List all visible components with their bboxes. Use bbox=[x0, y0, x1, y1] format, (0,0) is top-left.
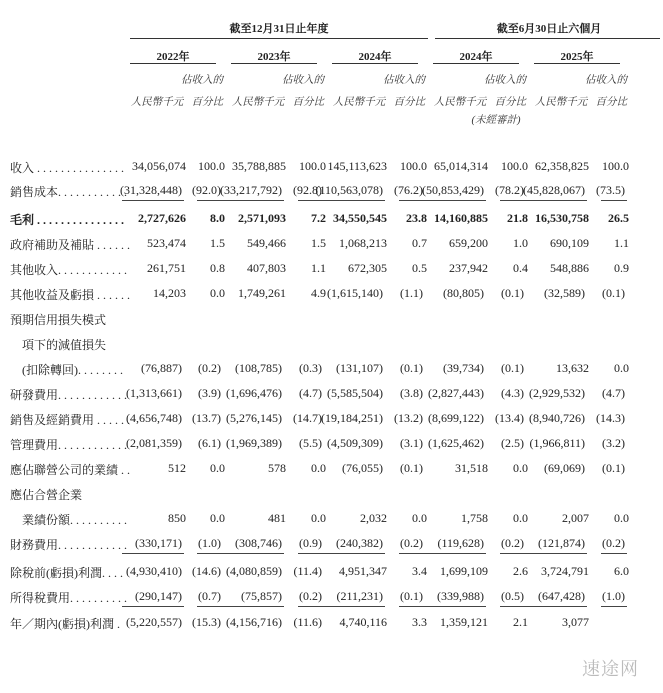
amount-cell: (211,231) bbox=[336, 589, 383, 603]
pct-header-line1: 佔收入的 bbox=[484, 75, 526, 86]
pct-header-line2: 百分比 bbox=[292, 97, 324, 108]
pct-cell: 21.8 bbox=[507, 211, 528, 225]
amount-cell: 481 bbox=[268, 511, 286, 525]
pct-cell: 0.4 bbox=[513, 261, 528, 275]
amount-cell: 3,724,791 bbox=[541, 564, 589, 578]
row-label: 應佔聯營公司的業績 . . bbox=[10, 463, 131, 477]
pct-cell: 2.1 bbox=[513, 615, 528, 629]
pct-cell: 0.0 bbox=[311, 511, 326, 525]
table-row bbox=[0, 409, 663, 429]
pct-cell: (0.1) bbox=[400, 461, 423, 475]
pct-cell: (0.2) bbox=[602, 536, 625, 550]
subtotal-underline bbox=[197, 606, 223, 607]
unit-header: 人民幣千元 bbox=[231, 97, 285, 108]
pct-cell: (0.7) bbox=[198, 589, 221, 603]
pct-cell: (0.2) bbox=[198, 361, 221, 375]
amount-cell: (4,656,748) bbox=[126, 411, 182, 425]
amount-cell: (131,107) bbox=[336, 361, 383, 375]
amount-cell: 1,749,261 bbox=[238, 286, 286, 300]
amount-cell: 2,032 bbox=[360, 511, 387, 525]
pct-cell: (0.1) bbox=[400, 589, 423, 603]
amount-cell: (308,746) bbox=[235, 536, 282, 550]
amount-cell: 1,699,109 bbox=[440, 564, 488, 578]
pct-cell: 26.5 bbox=[608, 211, 629, 225]
pct-cell: 0.0 bbox=[311, 461, 326, 475]
pct-cell: 2.6 bbox=[513, 564, 528, 578]
amount-cell: (339,988) bbox=[437, 589, 484, 603]
amount-cell: 578 bbox=[268, 461, 286, 475]
table-row bbox=[0, 334, 663, 354]
table-row bbox=[0, 234, 663, 254]
amount-cell: (1,696,476) bbox=[226, 386, 282, 400]
table-row bbox=[0, 534, 663, 554]
pct-cell: (13.4) bbox=[495, 411, 524, 425]
amount-cell: (45,828,067) bbox=[523, 183, 585, 197]
amount-cell: 2,571,093 bbox=[238, 211, 286, 225]
pct-cell: (1.0) bbox=[198, 536, 221, 550]
subtotal-underline bbox=[500, 200, 526, 201]
amount-cell: 549,466 bbox=[247, 236, 286, 250]
pct-cell: (0.1) bbox=[602, 461, 625, 475]
amount-cell: (80,805) bbox=[443, 286, 484, 300]
subtotal-underline bbox=[399, 553, 425, 554]
pct-cell: 0.8 bbox=[210, 261, 225, 275]
pct-cell: 0.0 bbox=[210, 511, 225, 525]
subtotal-underline bbox=[313, 606, 385, 607]
table-row bbox=[0, 157, 663, 177]
amount-cell: (75,857) bbox=[241, 589, 282, 603]
subtotal-underline bbox=[313, 553, 385, 554]
pct-cell: (0.5) bbox=[501, 589, 524, 603]
pct-cell: (13.7) bbox=[192, 411, 221, 425]
amount-cell: 4,951,347 bbox=[339, 564, 387, 578]
unit-header: 人民幣千元 bbox=[534, 97, 588, 108]
subtotal-underline bbox=[399, 200, 425, 201]
pct-header-line2: 百分比 bbox=[393, 97, 425, 108]
amount-cell: 659,200 bbox=[449, 236, 488, 250]
table-row bbox=[0, 284, 663, 304]
subtotal-underline bbox=[197, 553, 223, 554]
pct-cell: (14.7) bbox=[293, 411, 322, 425]
pct-cell: (3.1) bbox=[400, 436, 423, 450]
pct-cell: (2.5) bbox=[501, 436, 524, 450]
pct-cell: 1.5 bbox=[311, 236, 326, 250]
row-label: 應佔合營企業 bbox=[10, 488, 83, 502]
subtotal-underline bbox=[197, 200, 223, 201]
amount-cell: (240,382) bbox=[336, 536, 383, 550]
amount-cell: (19,184,251) bbox=[321, 411, 383, 425]
pct-cell: 1.1 bbox=[311, 261, 326, 275]
table-row bbox=[0, 509, 663, 529]
unit-header: 人民幣千元 bbox=[130, 97, 184, 108]
amount-cell: (4,930,410) bbox=[126, 564, 182, 578]
pct-header-line2: 百分比 bbox=[494, 97, 526, 108]
pct-cell: (3.8) bbox=[400, 386, 423, 400]
pct-cell: 8.0 bbox=[210, 211, 225, 225]
pct-cell: 0.0 bbox=[614, 361, 629, 375]
row-label: 毛利 . . . . . . . . . . . . . . . bbox=[10, 213, 125, 227]
pct-cell: (3.9) bbox=[198, 386, 221, 400]
divider bbox=[130, 38, 428, 39]
year-header: 2024年 bbox=[459, 51, 493, 63]
pct-cell: (11.4) bbox=[293, 564, 322, 578]
subtotal-underline bbox=[500, 553, 526, 554]
subtotal-underline bbox=[601, 606, 627, 607]
pct-cell: (0.1) bbox=[602, 286, 625, 300]
row-label: (扣除轉回). . . . . . . . bbox=[22, 363, 123, 377]
pct-cell: (11.6) bbox=[293, 615, 322, 629]
amount-cell: 3,077 bbox=[562, 615, 589, 629]
subtotal-underline bbox=[525, 606, 587, 607]
pct-cell: (0.2) bbox=[501, 536, 524, 550]
pct-cell: (1.0) bbox=[602, 589, 625, 603]
subtotal-underline bbox=[424, 200, 486, 201]
subtotal-underline bbox=[399, 606, 425, 607]
pct-cell: 0.9 bbox=[614, 261, 629, 275]
row-label: 政府補助及補貼 . . . . . . bbox=[10, 238, 131, 252]
amount-cell: 2,727,626 bbox=[138, 211, 186, 225]
row-label: 其他收益及虧損 . . . . . . bbox=[10, 288, 131, 302]
pct-cell: (73.5) bbox=[596, 183, 625, 197]
table-row bbox=[0, 309, 663, 329]
amount-cell: (8,940,726) bbox=[529, 411, 585, 425]
table-row bbox=[0, 459, 663, 479]
amount-cell: 523,474 bbox=[147, 236, 186, 250]
subtotal-underline bbox=[601, 553, 627, 554]
pct-cell: (4.3) bbox=[501, 386, 524, 400]
pct-cell: 0.0 bbox=[513, 461, 528, 475]
pct-cell: (0.2) bbox=[299, 589, 322, 603]
amount-cell: 237,942 bbox=[449, 261, 488, 275]
amount-cell: 16,530,758 bbox=[535, 211, 589, 225]
amount-cell: (119,628) bbox=[437, 536, 484, 550]
amount-cell: (1,313,661) bbox=[126, 386, 182, 400]
amount-cell: (33,217,792) bbox=[220, 183, 282, 197]
pct-cell: (0.1) bbox=[501, 361, 524, 375]
pct-cell: (76.2) bbox=[394, 183, 423, 197]
year-header: 2022年 bbox=[156, 51, 190, 63]
amount-cell: (31,328,448) bbox=[120, 183, 182, 197]
divider bbox=[433, 63, 519, 64]
pct-cell: 0.0 bbox=[412, 511, 427, 525]
amount-cell: (5,585,504) bbox=[327, 386, 383, 400]
amount-cell: (5,276,145) bbox=[226, 411, 282, 425]
row-label: 除稅前(虧損)利潤. . . . bbox=[10, 566, 123, 580]
amount-cell: 145,113,623 bbox=[327, 159, 387, 173]
pct-cell: (14.6) bbox=[192, 564, 221, 578]
row-label: 項下的減值損失 bbox=[22, 338, 107, 352]
unaudited-note: (未經審計) bbox=[471, 115, 521, 126]
subtotal-underline bbox=[313, 200, 385, 201]
year-header: 2023年 bbox=[257, 51, 291, 63]
pct-cell: (78.2) bbox=[495, 183, 524, 197]
divider bbox=[130, 63, 216, 64]
table-row bbox=[0, 181, 663, 201]
subtotal-underline bbox=[122, 200, 184, 201]
amount-cell: 35,788,885 bbox=[232, 159, 286, 173]
pct-header-line1: 佔收入的 bbox=[383, 75, 425, 86]
amount-cell: (1,625,462) bbox=[428, 436, 484, 450]
pct-cell: (92.0) bbox=[192, 183, 221, 197]
row-label: 研發費用. . . . . . . . . . . . bbox=[10, 388, 128, 402]
amount-cell: 34,056,074 bbox=[132, 159, 186, 173]
pct-cell: 1.1 bbox=[614, 236, 629, 250]
pct-cell: 0.0 bbox=[210, 286, 225, 300]
amount-cell: (8,699,122) bbox=[428, 411, 484, 425]
amount-cell: 31,518 bbox=[455, 461, 488, 475]
pct-cell: (0.3) bbox=[299, 361, 322, 375]
table-row bbox=[0, 562, 663, 582]
amount-cell: 34,550,545 bbox=[333, 211, 387, 225]
amount-cell: (39,734) bbox=[443, 361, 484, 375]
pct-header-line2: 百分比 bbox=[191, 97, 223, 108]
divider bbox=[534, 63, 620, 64]
table-row bbox=[0, 209, 663, 229]
row-label: 預期信用損失模式 bbox=[10, 313, 107, 327]
pct-cell: (14.3) bbox=[596, 411, 625, 425]
pct-cell: (3.2) bbox=[602, 436, 625, 450]
group-header-annual: 截至12月31日止年度 bbox=[229, 23, 329, 35]
pct-cell: (4.7) bbox=[299, 386, 322, 400]
amount-cell: (32,589) bbox=[544, 286, 585, 300]
pct-header-line1: 佔收入的 bbox=[585, 75, 627, 86]
amount-cell: (1,969,389) bbox=[226, 436, 282, 450]
row-label: 收入 . . . . . . . . . . . . . . . bbox=[10, 161, 125, 175]
pct-cell: 100.0 bbox=[602, 159, 629, 173]
pct-cell: (13.2) bbox=[394, 411, 423, 425]
amount-cell: 407,803 bbox=[247, 261, 286, 275]
divider bbox=[435, 38, 660, 39]
divider bbox=[231, 63, 317, 64]
amount-cell: (290,147) bbox=[135, 589, 182, 603]
watermark: 速途网 bbox=[582, 659, 639, 680]
pct-header-line2: 百分比 bbox=[595, 97, 627, 108]
amount-cell: (76,055) bbox=[342, 461, 383, 475]
amount-cell: (4,080,859) bbox=[226, 564, 282, 578]
subtotal-underline bbox=[525, 200, 587, 201]
pct-cell: 6.0 bbox=[614, 564, 629, 578]
pct-cell: (15.3) bbox=[192, 615, 221, 629]
amount-cell: (69,069) bbox=[544, 461, 585, 475]
subtotal-underline bbox=[601, 200, 627, 201]
row-label: 其他收入. . . . . . . . . . . . bbox=[10, 263, 128, 277]
pct-cell: 23.8 bbox=[406, 211, 427, 225]
pct-cell: (1.1) bbox=[400, 286, 423, 300]
amount-cell: (2,827,443) bbox=[428, 386, 484, 400]
pct-cell: 0.5 bbox=[412, 261, 427, 275]
amount-cell: 14,160,885 bbox=[434, 211, 488, 225]
table-row bbox=[0, 613, 663, 633]
amount-cell: 13,632 bbox=[556, 361, 589, 375]
pct-cell: 0.0 bbox=[210, 461, 225, 475]
pct-cell: (0.1) bbox=[400, 361, 423, 375]
amount-cell: 672,305 bbox=[348, 261, 387, 275]
subtotal-underline bbox=[222, 606, 284, 607]
unit-header: 人民幣千元 bbox=[332, 97, 386, 108]
amount-cell: 261,751 bbox=[147, 261, 186, 275]
row-label: 財務費用. . . . . . . . . . . . bbox=[10, 538, 128, 552]
row-label: 年／期內(虧損)利潤 . bbox=[10, 617, 120, 631]
unit-header: 人民幣千元 bbox=[433, 97, 487, 108]
amount-cell: 4,740,116 bbox=[339, 615, 387, 629]
amount-cell: (1,966,811) bbox=[529, 436, 585, 450]
row-label: 業績份額. . . . . . . . . . bbox=[22, 513, 128, 527]
pct-cell: 100.0 bbox=[198, 159, 225, 173]
amount-cell: 1,758 bbox=[461, 511, 488, 525]
amount-cell: (2,929,532) bbox=[529, 386, 585, 400]
subtotal-underline bbox=[122, 606, 184, 607]
table-row bbox=[0, 259, 663, 279]
subtotal-underline bbox=[424, 553, 486, 554]
amount-cell: (2,081,359) bbox=[126, 436, 182, 450]
amount-cell: (1,615,140) bbox=[327, 286, 383, 300]
pct-cell: (5.5) bbox=[299, 436, 322, 450]
pct-cell: (0.9) bbox=[299, 536, 322, 550]
row-label: 銷售成本. . . . . . . . . . . . bbox=[10, 185, 128, 199]
amount-cell: 62,358,825 bbox=[535, 159, 589, 173]
pct-cell: 4.9 bbox=[311, 286, 326, 300]
pct-cell: 3.4 bbox=[412, 564, 427, 578]
pct-cell: 0.0 bbox=[513, 511, 528, 525]
subtotal-underline bbox=[500, 606, 526, 607]
subtotal-underline bbox=[222, 200, 284, 201]
amount-cell: 1,068,213 bbox=[339, 236, 387, 250]
row-label: 銷售及經銷費用 . . . . . . bbox=[10, 413, 131, 427]
amount-cell: 14,203 bbox=[153, 286, 186, 300]
pct-cell: (92.8) bbox=[293, 183, 322, 197]
amount-cell: 65,014,314 bbox=[434, 159, 488, 173]
amount-cell: (330,171) bbox=[135, 536, 182, 550]
pct-cell: 100.0 bbox=[299, 159, 326, 173]
amount-cell: 850 bbox=[168, 511, 186, 525]
pct-cell: 100.0 bbox=[400, 159, 427, 173]
pct-cell: (0.2) bbox=[400, 536, 423, 550]
amount-cell: 512 bbox=[168, 461, 186, 475]
divider bbox=[332, 63, 418, 64]
amount-cell: (4,156,716) bbox=[226, 615, 282, 629]
amount-cell: (110,563,078) bbox=[315, 183, 383, 197]
amount-cell: (108,785) bbox=[235, 361, 282, 375]
amount-cell: (647,428) bbox=[538, 589, 585, 603]
pct-cell: 100.0 bbox=[501, 159, 528, 173]
year-header: 2024年 bbox=[358, 51, 392, 63]
amount-cell: (121,874) bbox=[538, 536, 585, 550]
amount-cell: 1,359,121 bbox=[440, 615, 488, 629]
pct-cell: (6.1) bbox=[198, 436, 221, 450]
year-header: 2025年 bbox=[560, 51, 594, 63]
pct-cell: (4.7) bbox=[602, 386, 625, 400]
amount-cell: 548,886 bbox=[550, 261, 589, 275]
amount-cell: (76,887) bbox=[141, 361, 182, 375]
pct-cell: 7.2 bbox=[311, 211, 326, 225]
table-row bbox=[0, 587, 663, 607]
table-row bbox=[0, 484, 663, 504]
subtotal-underline bbox=[424, 606, 486, 607]
amount-cell: 2,007 bbox=[562, 511, 589, 525]
amount-cell: 690,109 bbox=[550, 236, 589, 250]
group-header-interim: 截至6月30日止六個月 bbox=[496, 23, 602, 35]
pct-cell: 1.5 bbox=[210, 236, 225, 250]
pct-cell: 3.3 bbox=[412, 615, 427, 629]
subtotal-underline bbox=[525, 553, 587, 554]
row-label: 所得稅費用. . . . . . . . . . bbox=[10, 591, 128, 605]
table-row bbox=[0, 359, 663, 379]
amount-cell: (5,220,557) bbox=[126, 615, 182, 629]
amount-cell: (4,509,309) bbox=[327, 436, 383, 450]
amount-cell: (50,853,429) bbox=[422, 183, 484, 197]
pct-header-line1: 佔收入的 bbox=[181, 75, 223, 86]
pct-cell: 0.7 bbox=[412, 236, 427, 250]
pct-cell: 0.0 bbox=[614, 511, 629, 525]
pct-cell: 1.0 bbox=[513, 236, 528, 250]
subtotal-underline bbox=[222, 553, 284, 554]
pct-cell: (0.1) bbox=[501, 286, 524, 300]
pct-header-line1: 佔收入的 bbox=[282, 75, 324, 86]
subtotal-underline bbox=[122, 553, 184, 554]
row-label: 管理費用. . . . . . . . . . . . bbox=[10, 438, 128, 452]
table-row bbox=[0, 434, 663, 454]
table-row bbox=[0, 384, 663, 404]
